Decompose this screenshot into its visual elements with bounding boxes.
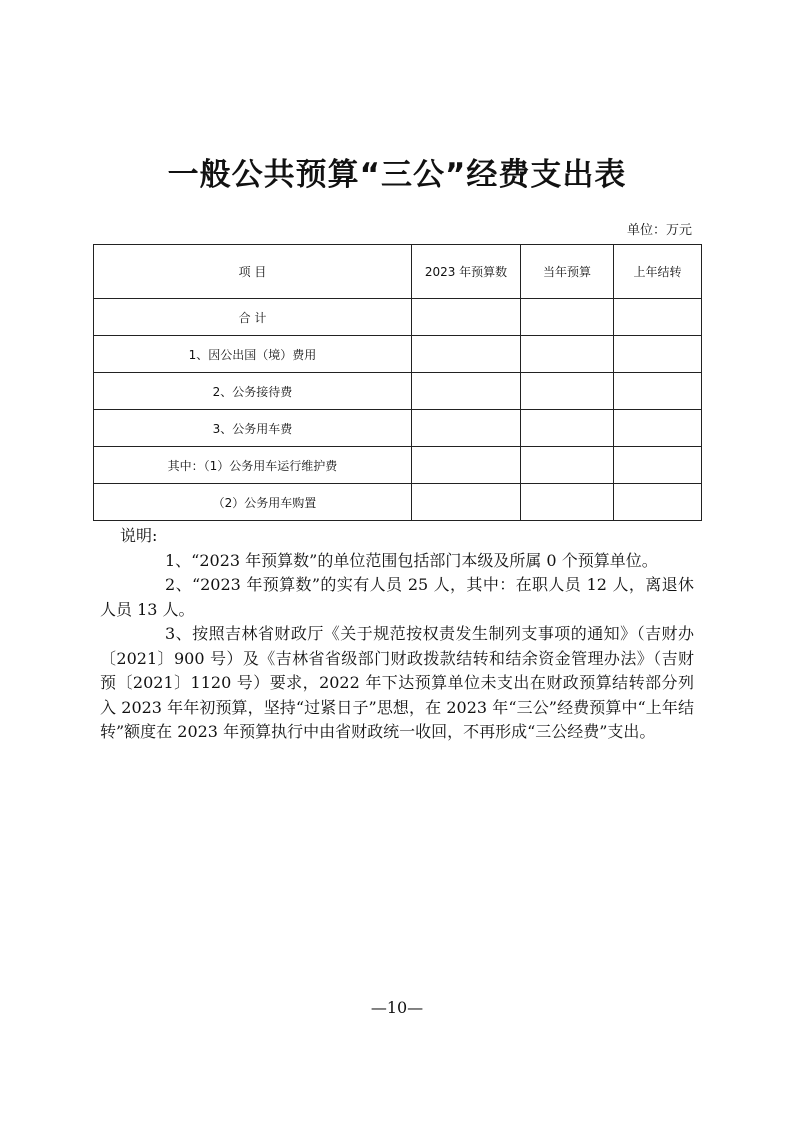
notes-heading: 说明: (120, 526, 158, 545)
note-item: 1、“2023 年预算数”的单位范围包括部门本级及所属 0 个预算单位。 (165, 550, 658, 570)
note-item: 3、按照吉林省财政厅《关于规范按权责发生制列支事项的通知》（吉财办〔2021〕900 号）及《吉林省省级部门财政拨款结转和结余资金管理办法》（吉财预〔2021〕1120 号）要求，2022 年下达预算单位未支出在财政预算结转部分列入 2023 年年初预算，坚持“过紧日子”思想，在 2023 年“三公”经费预算中“上年结转”额度在 2023 年预算执行中由省财政统一收回，不再形成“三公经费”支出。 (100, 624, 694, 741)
header-carryover: 上年结转 (614, 245, 702, 299)
cell-budget-2023 (412, 336, 521, 373)
row-item-total: 合 计 (94, 299, 412, 336)
table-row (94, 410, 702, 447)
budget-table (93, 244, 702, 521)
page-number: —10— (370, 998, 424, 1017)
cell-budget-2023 (412, 373, 521, 410)
row-item-vehicle-purchase: （2）公务用车购置 (94, 484, 412, 521)
cell-current-year (521, 484, 614, 521)
cell-current-year (521, 410, 614, 447)
row-item-vehicles: 3、公务用车费 (94, 410, 412, 447)
cell-budget-2023 (412, 299, 521, 336)
header-item: 项 目 (94, 245, 412, 299)
row-item-vehicle-maintenance: 其中：（1）公务用车运行维护费 (94, 447, 412, 484)
cell-budget-2023 (412, 447, 521, 484)
row-item-overseas-travel: 1、因公出国（境）费用 (94, 336, 412, 373)
cell-current-year (521, 336, 614, 373)
cell-carryover (614, 447, 702, 484)
cell-current-year (521, 299, 614, 336)
page-title: 一般公共预算“三公”经费支出表 (167, 157, 627, 193)
table-row (94, 373, 702, 410)
table-header-row (94, 245, 702, 299)
table-row (94, 299, 702, 336)
cell-carryover (614, 484, 702, 521)
table-row (94, 336, 702, 373)
cell-current-year (521, 447, 614, 484)
cell-carryover (614, 373, 702, 410)
table-row (94, 447, 702, 484)
cell-budget-2023 (412, 410, 521, 447)
cell-budget-2023 (412, 484, 521, 521)
cell-carryover (614, 299, 702, 336)
note-item: 2、“2023 年预算数”的实有人员 25 人，其中：在职人员 12 人，离退休人员 13 人。 (100, 575, 694, 619)
row-item-reception: 2、公务接待费 (94, 373, 412, 410)
header-current-year: 当年预算 (521, 245, 614, 299)
cell-current-year (521, 373, 614, 410)
notes-section (100, 524, 694, 745)
header-budget-2023: 2023 年预算数 (412, 245, 521, 299)
table-row (94, 484, 702, 521)
cell-carryover (614, 410, 702, 447)
unit-label: 单位：万元 (626, 223, 692, 238)
cell-carryover (614, 336, 702, 373)
